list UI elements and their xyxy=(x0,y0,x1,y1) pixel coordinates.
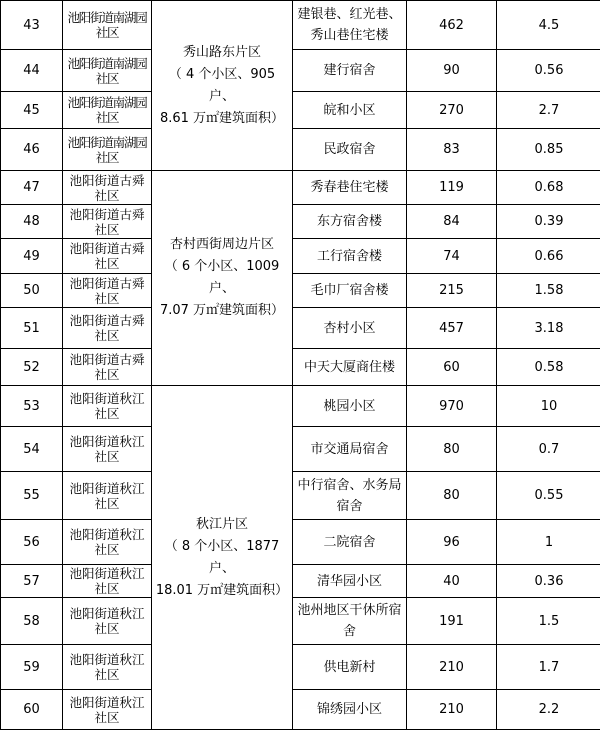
zone-detail1: （ 6 个小区、1009 户、 xyxy=(164,259,280,296)
zone-title: 秋江片区 xyxy=(195,516,248,532)
table-row xyxy=(1,427,600,472)
community-cell: 池阳街道古舜社区 xyxy=(63,239,152,274)
table-row xyxy=(1,92,600,129)
area-cell: 0.68 xyxy=(497,171,600,205)
area-cell: 1.5 xyxy=(497,598,600,645)
area-cell: 3.18 xyxy=(497,308,600,349)
zone-detail2: 7.07 万㎡建筑面积） xyxy=(159,303,285,318)
complex-name-cell: 秀春巷住宅楼 xyxy=(293,171,407,205)
complex-name-cell: 皖和小区 xyxy=(293,92,407,129)
community-cell: 池阳街道秋江社区 xyxy=(63,598,152,645)
zone-title: 杏村西街周边片区 xyxy=(169,237,274,252)
households-cell: 270 xyxy=(407,92,497,129)
table-row xyxy=(1,565,600,598)
row-number: 58 xyxy=(1,598,63,645)
community-cell: 池阳街道秋江社区 xyxy=(63,645,152,690)
households-cell: 210 xyxy=(407,645,497,690)
area-cell: 1 xyxy=(497,520,600,565)
row-number: 45 xyxy=(1,92,63,129)
zone-detail1: （ 8 个小区、1877 户、 xyxy=(164,538,280,576)
complex-name-cell: 桃园小区 xyxy=(293,386,407,427)
area-cell: 0.7 xyxy=(497,427,600,472)
households-cell: 83 xyxy=(407,129,497,171)
area-cell: 2.2 xyxy=(497,690,600,730)
households-cell: 90 xyxy=(407,50,497,92)
community-cell: 池阳街道古舜社区 xyxy=(63,171,152,205)
area-cell: 1.7 xyxy=(497,645,600,690)
zone-title: 秀山路东片区 xyxy=(182,44,261,60)
households-cell: 462 xyxy=(407,1,497,50)
row-number: 54 xyxy=(1,427,63,472)
community-cell: 池阳街道秋江社区 xyxy=(63,427,152,472)
complex-name-cell: 建行宿舍 xyxy=(293,50,407,92)
community-cell: 池阳街道秋江社区 xyxy=(63,690,152,730)
community-cell: 池阳街道南湖园社区 xyxy=(63,129,152,171)
complex-name-cell: 锦绣园小区 xyxy=(293,690,407,730)
complex-name-cell: 清华园小区 xyxy=(293,565,407,598)
table-body xyxy=(1,1,600,730)
zone-cell xyxy=(152,1,293,171)
households-cell: 970 xyxy=(407,386,497,427)
area-cell: 2.7 xyxy=(497,92,600,129)
table-row xyxy=(1,645,600,690)
row-number: 53 xyxy=(1,386,63,427)
table-row xyxy=(1,274,600,308)
households-cell: 119 xyxy=(407,171,497,205)
area-cell: 0.36 xyxy=(497,565,600,598)
households-cell: 457 xyxy=(407,308,497,349)
households-cell: 74 xyxy=(407,239,497,274)
complex-name-cell: 中天大厦商住楼 xyxy=(293,349,407,386)
area-cell: 0.56 xyxy=(497,50,600,92)
complex-name-cell: 供电新村 xyxy=(293,645,407,690)
community-cell: 池阳街道秋江社区 xyxy=(63,565,152,598)
community-cell: 池阳街道秋江社区 xyxy=(63,386,152,427)
table-row xyxy=(1,308,600,349)
households-cell: 210 xyxy=(407,690,497,730)
table-row xyxy=(1,598,600,645)
area-cell: 0.55 xyxy=(497,472,600,520)
community-cell: 池阳街道古舜社区 xyxy=(63,349,152,386)
table-row xyxy=(1,690,600,730)
row-number: 52 xyxy=(1,349,63,386)
area-cell: 0.66 xyxy=(497,239,600,274)
households-cell: 80 xyxy=(407,472,497,520)
area-cell: 0.39 xyxy=(497,205,600,239)
table-row xyxy=(1,472,600,520)
table-row xyxy=(1,171,600,205)
complex-name-cell: 市交通局宿舍 xyxy=(293,427,407,472)
community-cell: 池阳街道南湖园社区 xyxy=(63,92,152,129)
area-cell: 0.58 xyxy=(497,349,600,386)
area-cell: 4.5 xyxy=(497,1,600,50)
households-cell: 191 xyxy=(407,598,497,645)
households-cell: 84 xyxy=(407,205,497,239)
complex-name-cell: 毛巾厂宿舍楼 xyxy=(293,274,407,308)
row-number: 60 xyxy=(1,690,63,730)
households-cell: 60 xyxy=(407,349,497,386)
households-cell: 215 xyxy=(407,274,497,308)
zone-detail1: （ 4 个小区、905 户、 xyxy=(168,66,276,104)
table-row xyxy=(1,520,600,565)
table-row xyxy=(1,239,600,274)
row-number: 49 xyxy=(1,239,63,274)
row-number: 55 xyxy=(1,472,63,520)
zone-cell xyxy=(152,171,293,386)
complex-name-cell: 杏村小区 xyxy=(293,308,407,349)
complex-name-cell: 中行宿舍、水务局宿舍 xyxy=(293,472,407,520)
table-row xyxy=(1,205,600,239)
row-number: 48 xyxy=(1,205,63,239)
row-number: 47 xyxy=(1,171,63,205)
households-cell: 40 xyxy=(407,565,497,598)
row-number: 57 xyxy=(1,565,63,598)
households-cell: 96 xyxy=(407,520,497,565)
table-row xyxy=(1,349,600,386)
complex-name-cell: 二院宿舍 xyxy=(293,520,407,565)
community-cell: 池阳街道秋江社区 xyxy=(63,472,152,520)
table-row xyxy=(1,1,600,50)
complex-name-cell: 池州地区干休所宿舍 xyxy=(293,598,407,645)
area-cell: 10 xyxy=(497,386,600,427)
row-number: 51 xyxy=(1,308,63,349)
community-cell: 池阳街道南湖园社区 xyxy=(63,1,152,50)
row-number: 43 xyxy=(1,1,63,50)
community-cell: 池阳街道古舜社区 xyxy=(63,308,152,349)
complex-name-cell: 民政宿舍 xyxy=(293,129,407,171)
row-number: 46 xyxy=(1,129,63,171)
community-cell: 池阳街道古舜社区 xyxy=(63,205,152,239)
zone-detail2: 8.61 万㎡建筑面积） xyxy=(159,110,285,126)
table-row xyxy=(1,129,600,171)
area-cell: 0.85 xyxy=(497,129,600,171)
row-number: 44 xyxy=(1,50,63,92)
households-cell: 80 xyxy=(407,427,497,472)
community-cell: 池阳街道秋江社区 xyxy=(63,520,152,565)
row-number: 56 xyxy=(1,520,63,565)
zone-detail2: 18.01 万㎡建筑面积） xyxy=(155,582,289,598)
table-row xyxy=(1,386,600,427)
complex-name-cell: 建银巷、红光巷、秀山巷住宅楼 xyxy=(293,1,407,50)
table-row xyxy=(1,50,600,92)
zone-cell xyxy=(152,386,293,730)
row-number: 59 xyxy=(1,645,63,690)
complex-name-cell: 东方宿舍楼 xyxy=(293,205,407,239)
community-cell: 池阳街道南湖园社区 xyxy=(63,50,152,92)
row-number: 50 xyxy=(1,274,63,308)
area-cell: 1.58 xyxy=(497,274,600,308)
complex-name-cell: 工行宿舍楼 xyxy=(293,239,407,274)
community-cell: 池阳街道古舜社区 xyxy=(63,274,152,308)
